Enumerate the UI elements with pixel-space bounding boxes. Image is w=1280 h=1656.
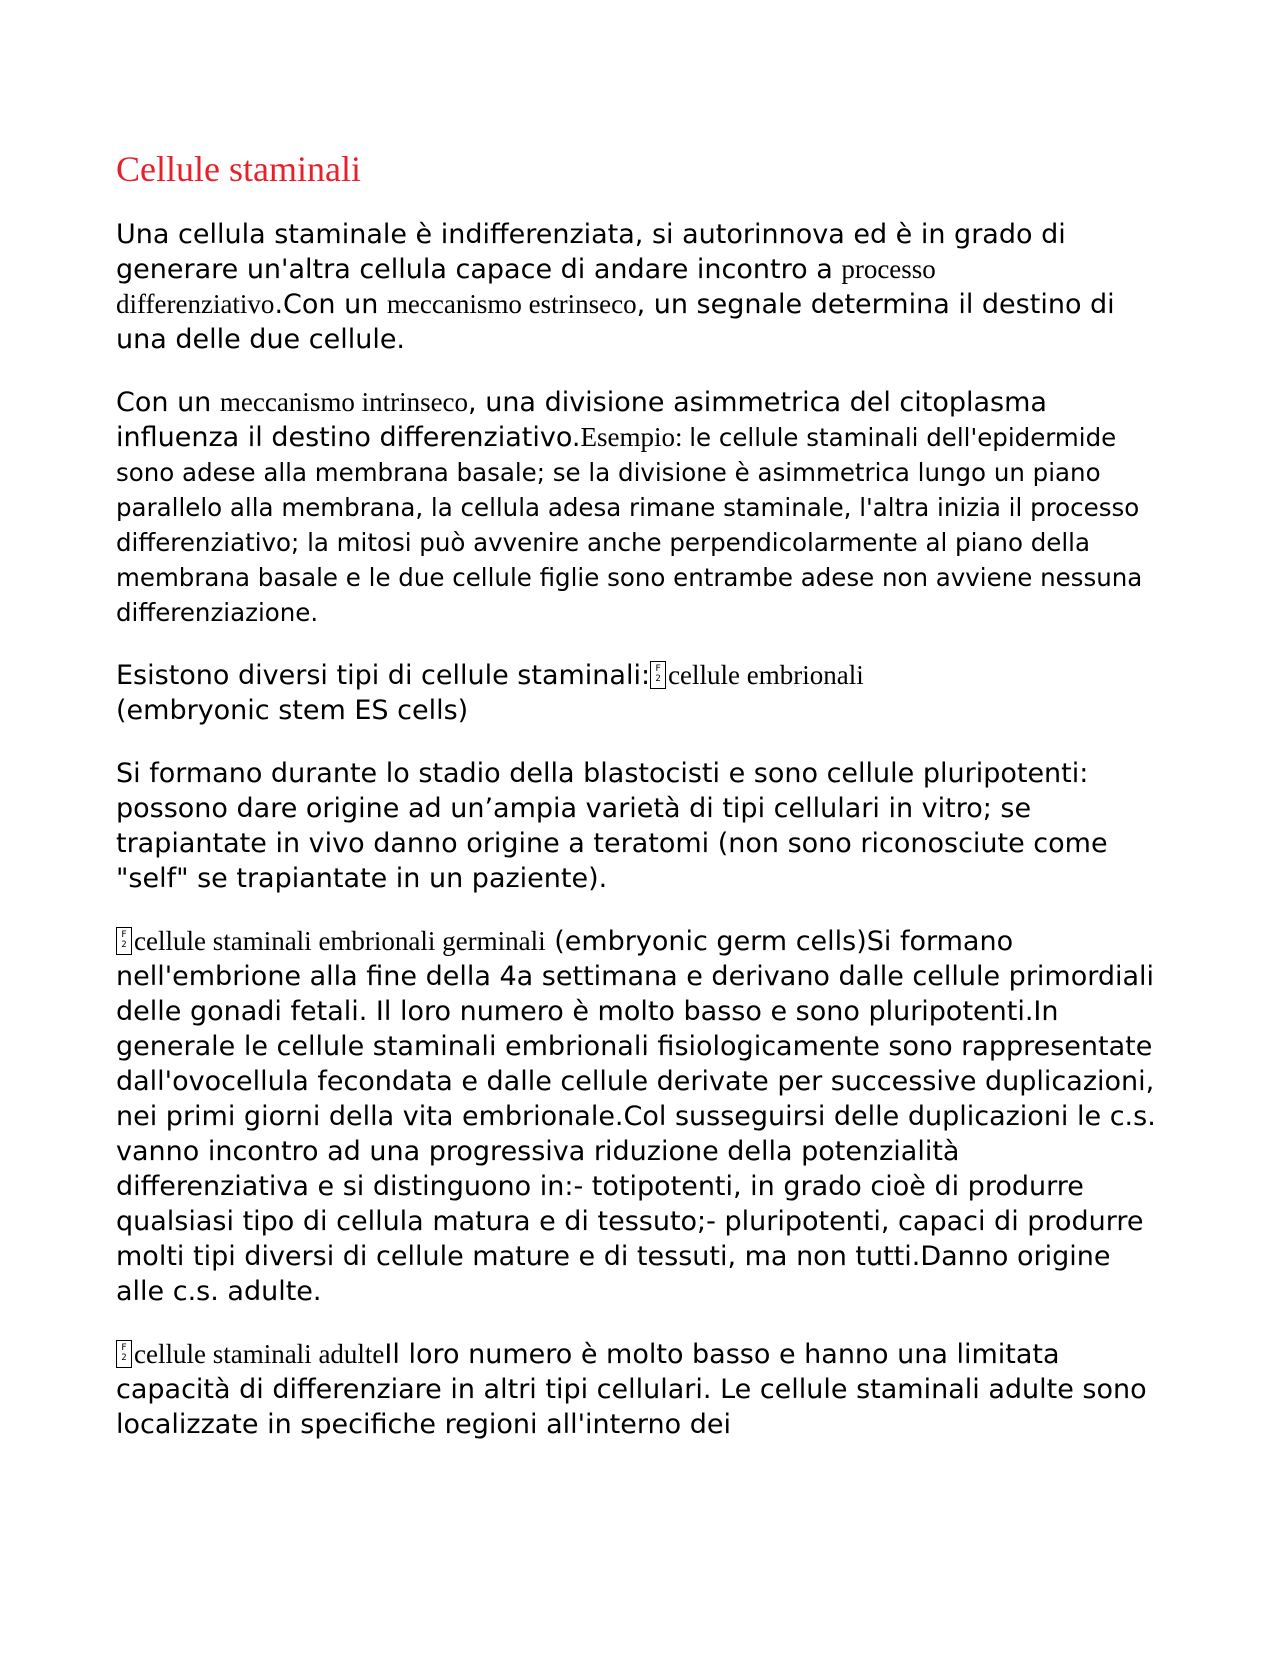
- missing-glyph-icon: [116, 927, 132, 955]
- paragraph-germinali: [116, 924, 1156, 1309]
- text-run: , un segnale determina il destino di una delle due cellule.: [116, 289, 1115, 356]
- text-run: , una divisione asimmetrica del citoplasma influenza il destino differenziativo.: [116, 387, 1047, 454]
- term-meccanismo-estrinseco: meccanismo estrinseco: [386, 289, 637, 320]
- term-cellule-germinali: cellule staminali embrionali germinali: [134, 926, 546, 957]
- text-run: (embryonic stem ES cells): [116, 695, 469, 727]
- term-cellule-adulte: cellule staminali adulte: [134, 1339, 385, 1370]
- missing-glyph-icon: [116, 1340, 132, 1368]
- text-run: Esistono diversi tipi di cellule staminali:: [116, 660, 651, 692]
- paragraph-definition: [116, 217, 1156, 357]
- paragraph-blastocisti: Si formano durante lo stadio della blastocisti e sono cellule pluripotenti: possono dare origine ad un’ampia varietà di tipi cellulari in vitro; se trapiantate in vivo danno origine a teratomi (non sono riconosciute come "self" se trapiantate in un paziente).: [116, 758, 1108, 895]
- example-label: Esempio:: [580, 422, 690, 453]
- term-meccanismo-intrinseco: meccanismo intrinseco: [219, 387, 469, 418]
- text-run: Con un: [116, 387, 220, 419]
- document-page: [116, 140, 1156, 1470]
- missing-glyph-icon: [650, 661, 666, 689]
- term-cellule-embrionali: cellule embrionali: [668, 660, 864, 691]
- text-run: Il loro numero è molto basso e hanno una limitata capacità di differenziare in altri tipi cellulari. Le cellule staminali adulte sono localizzate in specifiche regioni all'interno dei: [116, 1339, 1147, 1441]
- document-title: Cellule staminali: [116, 149, 361, 189]
- term-processo-differenziativo: processo differenziativo: [116, 254, 936, 320]
- text-run: .Con un: [274, 289, 387, 321]
- paragraph-adulte: [116, 1337, 1156, 1442]
- paragraph-intrinsic: [116, 385, 1156, 630]
- text-run: (embryonic germ cells)Si formano nell'embrione alla fine della 4a settimana e derivano dalle cellule primordiali delle gonadi fetali. Il loro numero è molto basso e sono pluripotenti.In generale le cellule staminali embrionali fisiologicamente sono rappresentate dall'ovocellula fecondata e dalle cellule derivate per successive duplicazioni, nei primi giorni della vita embrionale.Col susseguirsi delle duplicazioni le c.s. vanno incontro ad una progressiva riduzione della potenzialità differenziativa e si distinguono in:- totipotenti, in grado cioè di produrre qualsiasi tipo di cellula matura e di tessuto;- pluripotenti, capaci di produrre molti tipi diversi di cellule mature e di tessuti, ma non tutti.Danno origine alle c.s. adulte.: [116, 926, 1156, 1308]
- paragraph-types: [116, 658, 1156, 728]
- example-text: le cellule staminali dell'epidermide sono adese alla membrana basale; se la divisione è asimmetrica lungo un piano parallelo alla membrana, la cellula adesa rimane staminale, l'altra inizia il processo differenziativo; la mitosi può avvenire anche perpendicolarmente al piano della membrana basale e le due cellule figlie sono entrambe adese non avviene nessuna differenziazione.: [116, 423, 1143, 628]
- text-run: Una cellula staminale è indifferenziata, si autorinnova ed è in grado di generare un'altra cellula capace di andare incontro a: [116, 219, 1066, 286]
